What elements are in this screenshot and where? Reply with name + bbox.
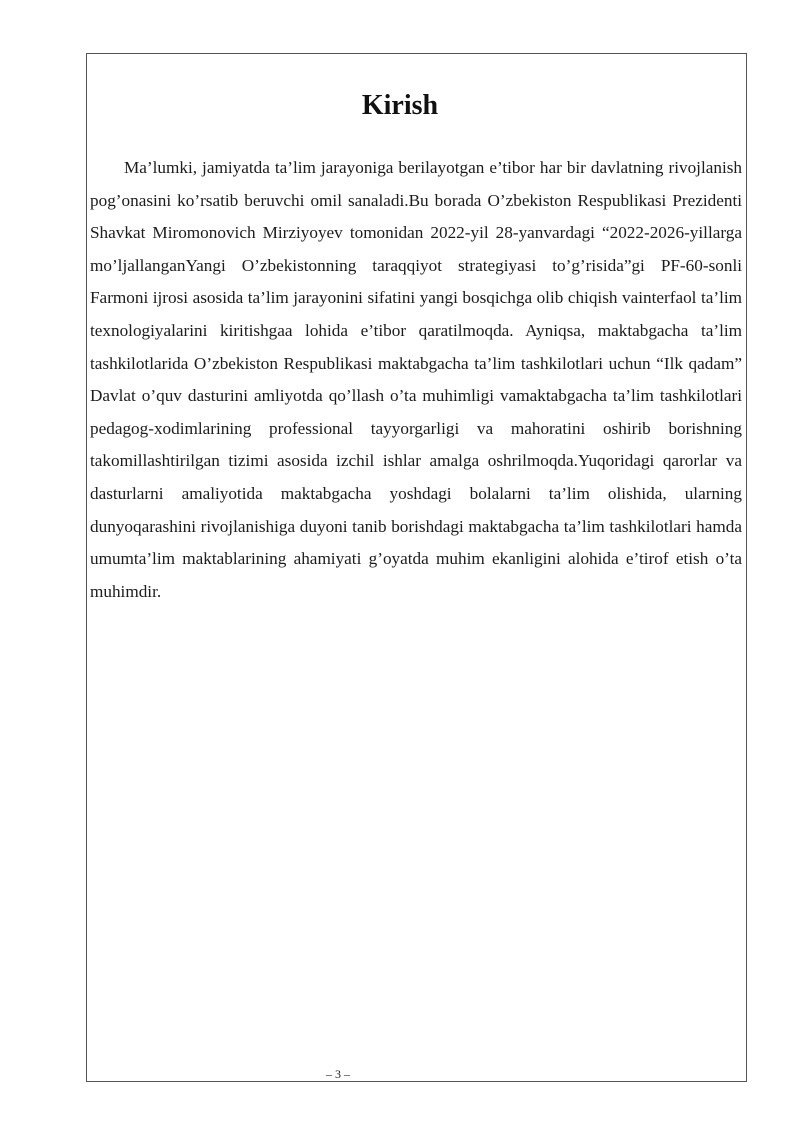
page-title: Kirish — [361, 90, 439, 121]
page-number: – 3 – — [326, 1067, 350, 1081]
body-paragraph: Ma’lumki, jamiyatda ta’lim jarayoniga berilayotgan e’tibor har bir davlatning rivojlanish pog’onasini ko’rsatib beruvchi omil sanaladi.Bu borada O’zbekiston Respublikasi Prezidenti Shavkat Miromonovich Mirziyoyev tomonidan 2022-yil 28-yanvardagi “2022-2026-yillarga mo’ljallanganYangi O’zbekistonning taraqqiyot strategiyasi to’g’risida”gi PF-60-sonli Farmoni ijrosi asosida ta’lim jarayonini sifatini yangi bosqichga olib chiqish vainterfaol ta’lim texnologiyalarini kiritishgaa lohida e’tibor qaratilmoqda. Ayniqsa, maktabgacha ta’lim tashkilotlarida O’zbekiston Respublikasi maktabgacha ta’lim tashkilotlari uchun “Ilk qadam” Davlat o’quv dasturini amliyotda qo’llash o’ta muhimligi vamaktabgacha ta’lim tashkilotlari pedagog-xodimlarining professional tayyorgarligi va mahoratini oshirib borishning takomillashtirilgan tizimi asosida izchil ishlar amalga oshrilmoqda.Yuqoridagi qarorlar va dasturlarni amaliyotida maktabgacha yoshdagi bolalarni ta’lim olishida, ularning dunyoqarashini rivojlanishiga duyoni tanib borishdagi maktabgacha ta’lim tashkilotlari hamda umumta’lim maktablarining ahamiyati g’oyatda muhim ekanligini alohida e’tirof etish o’ta muhimdir. — [90, 158, 742, 601]
